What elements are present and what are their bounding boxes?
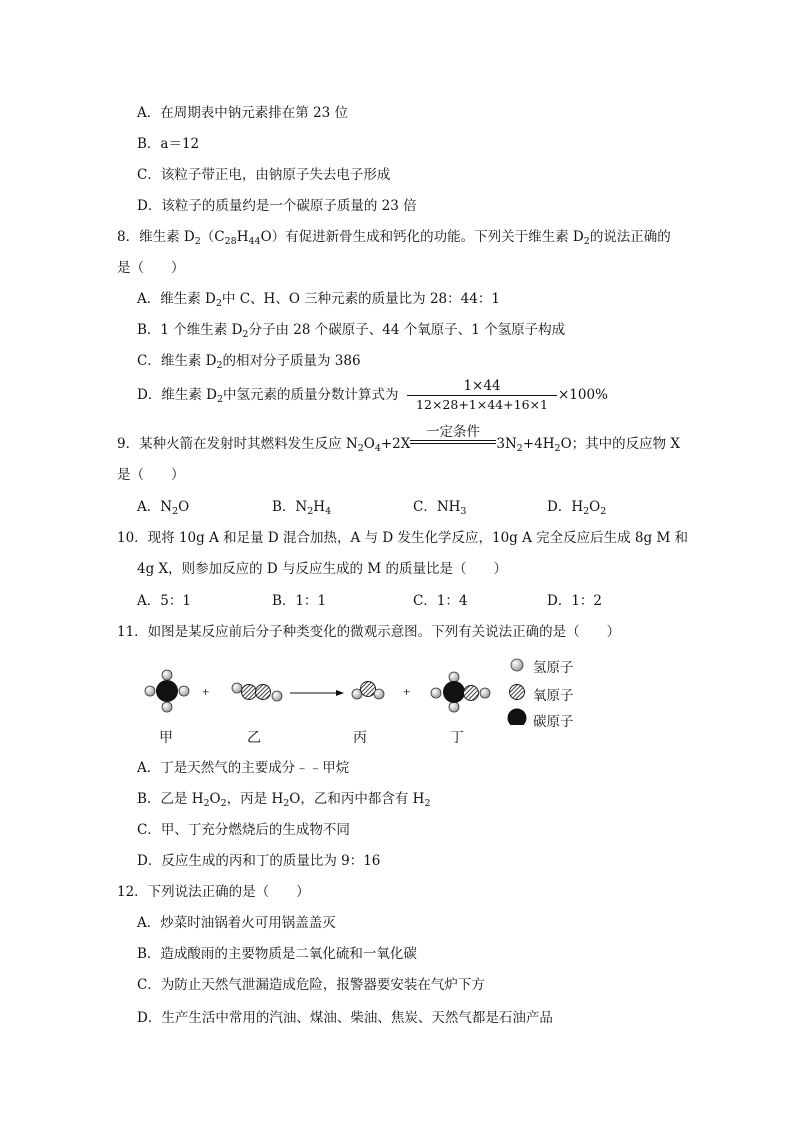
- q7-option-d: D．该粒子的质量约是一个碳原子质量的 23 倍: [137, 198, 417, 214]
- q12-option-d: D．生产生活中常用的汽油、煤油、柴油、焦炭、天然气都是石油产品: [137, 1010, 553, 1026]
- legend-hydrogen-label: 氢原子: [533, 660, 574, 676]
- q11-option-c: C．甲、丁充分燃烧后的生成物不同: [137, 822, 350, 838]
- reaction-condition-arrow: [410, 424, 496, 444]
- q11-option-d: D．反应生成的丙和丁的质量比为 9：16: [137, 853, 381, 869]
- molecule-bing-water: [352, 682, 384, 700]
- molecule-ding: [431, 672, 490, 712]
- q11-stem: 11．如图是某反应前后分子种类变化的微观示意图。下列有关说法正确的是（ ）: [117, 624, 621, 640]
- q8-option-a: A．维生素 $D_2$中 C、H、O 三种元素的质量比为 28：44：1: [137, 291, 500, 309]
- legend-hydrogen-symbol: [511, 659, 523, 671]
- q10-option-c: C．1：4: [413, 593, 468, 609]
- q9-option-a: A．$N_2O$: [137, 499, 190, 517]
- q9-option-c: C．$NH_3$: [413, 499, 467, 517]
- double-line: [410, 440, 496, 444]
- q10-option-d: D．1：2: [547, 593, 603, 609]
- q12-option-b: B．造成酸雨的主要物质是二氧化硫和一氧化碳: [137, 946, 417, 962]
- q7-option-b: B．a＝12: [137, 136, 200, 152]
- q10-stem-line1: 10．现将 10g A 和足量 D 混合加热，A 与 D 发生化学反应，10g A 完全反应后生成 8g M 和: [117, 530, 689, 546]
- q10-stem-line2: 4g X，则参加反应的 D 与反应生成的 M 的质量比是（ ）: [137, 561, 507, 577]
- q8-option-d: D．维生素 $D_2$中氢元素的质量分数计算式为: [137, 387, 399, 405]
- q8-percent: ×100%: [558, 387, 608, 403]
- q10-option-a: A．5：1: [137, 593, 191, 609]
- q7-option-c: C．该粒子带正电，由钠原子失去电子形成: [137, 167, 391, 183]
- q12-option-a: A．炒菜时油锅着火可用锅盖盖灭: [137, 915, 336, 931]
- q7-option-a: A．在周期表中钠元素排在第 23 位: [137, 105, 349, 121]
- caption-ding: 丁: [450, 730, 464, 746]
- q9-option-b: B．$N_2H_4$: [272, 499, 332, 517]
- legend-carbon-label: 碳原子: [533, 714, 574, 730]
- plus-sign-1: +: [202, 684, 210, 699]
- q11-option-a: A．丁是天然气的主要成分﹣﹣甲烷: [137, 760, 350, 776]
- q8-option-b: B．1 个维生素 $D_2$分子由 28 个碳原子、44 个氧原子、1 个氢原子构成: [137, 322, 566, 340]
- legend-carbon-symbol: [508, 709, 527, 726]
- q9-stem-line2: 是（ ）: [117, 467, 185, 483]
- caption-yi: 乙: [247, 730, 261, 746]
- molecule-yi-peroxide: [232, 683, 282, 701]
- q8-stem-line2: 是（ ）: [117, 260, 185, 276]
- reaction-arrow: [290, 690, 344, 696]
- q9-option-d: D．$H_2O_2$: [547, 499, 607, 517]
- plus-sign-2: +: [403, 684, 411, 699]
- q8-option-c: C．维生素 $D_2$的相对分子质量为 386: [137, 353, 361, 371]
- q8-stem-line1: 8．维生素 $D_2(C_{28}H_{44}O)$有促进新骨生成和钙化的功能。下列关于维生素 $D_2$的说法正确的: [117, 229, 671, 247]
- q11-option-b: B．乙是 $H_2O_2$，丙是 $H_2O$，乙和丙中都含有 $H_2$: [137, 791, 431, 809]
- caption-bing: 丙: [353, 730, 367, 746]
- q8-mass-fraction: [407, 377, 557, 414]
- caption-jia: 甲: [159, 730, 173, 746]
- molecule-jia-methane: [145, 670, 189, 712]
- q12-option-c: C．为防止天然气泄漏造成危险，报警器要安装在气炉下方: [137, 977, 485, 993]
- legend-oxygen-symbol: [510, 685, 525, 700]
- legend-oxygen-label: 氧原子: [533, 688, 574, 704]
- fraction-denominator: 12×28+1×44+16×1: [416, 397, 548, 412]
- q12-stem: 12．下列说法正确的是（ ）: [117, 884, 310, 900]
- reaction-condition-text: 一定条件: [426, 424, 480, 440]
- q10-option-b: B．1：1: [272, 593, 327, 609]
- fraction-numerator: 1×44: [463, 378, 501, 394]
- q9-stem-line1: 9．某种火箭在发射时其燃料发生反应 $N_2O_4+2X$ $3N_2+4H_2O$；其中的反应物 X: [117, 436, 681, 454]
